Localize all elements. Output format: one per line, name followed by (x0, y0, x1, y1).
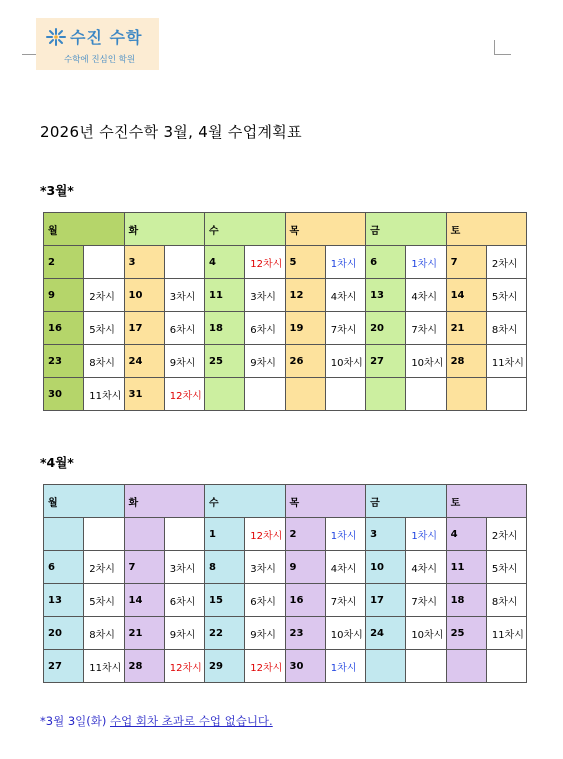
session-cell: 9차시 (164, 617, 204, 650)
date-cell (366, 650, 406, 683)
date-cell (446, 378, 486, 411)
weekday-header: 목 (285, 213, 366, 246)
session-cell (325, 378, 365, 411)
session-cell: 3차시 (164, 279, 204, 312)
session-cell (84, 518, 124, 551)
date-cell: 16 (285, 584, 325, 617)
session-cell: 7차시 (406, 584, 446, 617)
session-cell (406, 378, 446, 411)
calendar-week-row (44, 345, 527, 378)
session-cell: 6차시 (245, 584, 285, 617)
date-cell: 10 (366, 551, 406, 584)
session-cell: 7차시 (325, 312, 365, 345)
session-cell: 5차시 (486, 551, 526, 584)
session-cell: 9차시 (245, 617, 285, 650)
session-cell: 11차시 (84, 378, 124, 411)
session-cell: 2차시 (486, 518, 526, 551)
date-cell: 18 (446, 584, 486, 617)
date-cell: 17 (366, 584, 406, 617)
date-cell: 11 (205, 279, 245, 312)
date-cell: 21 (124, 617, 164, 650)
date-cell: 28 (446, 345, 486, 378)
session-cell: 10차시 (406, 617, 446, 650)
march-label: *3월* (40, 183, 74, 198)
logo-slogan: 수학에 진심인 학원 (64, 55, 136, 65)
date-cell: 1 (205, 518, 245, 551)
session-cell: 2차시 (486, 246, 526, 279)
weekday-header: 목 (285, 485, 366, 518)
date-cell: 2 (44, 246, 84, 279)
date-cell (124, 518, 164, 551)
session-cell: 4차시 (406, 279, 446, 312)
date-cell: 21 (446, 312, 486, 345)
sparkle-logo-icon (42, 26, 70, 48)
session-cell: 1차시 (325, 246, 365, 279)
date-cell: 20 (366, 312, 406, 345)
session-cell: 1차시 (325, 650, 365, 683)
weekday-header: 월 (44, 213, 125, 246)
date-cell: 22 (205, 617, 245, 650)
date-cell: 26 (285, 345, 325, 378)
date-cell: 20 (44, 617, 84, 650)
session-cell: 11차시 (486, 617, 526, 650)
session-cell: 6차시 (245, 312, 285, 345)
session-cell: 11차시 (84, 650, 124, 683)
weekday-header: 월 (44, 485, 125, 518)
date-cell (366, 378, 406, 411)
date-cell: 10 (124, 279, 164, 312)
session-cell: 2차시 (84, 551, 124, 584)
logo-name: 수진 수학 (70, 28, 143, 47)
date-cell: 6 (366, 246, 406, 279)
session-cell (486, 650, 526, 683)
date-cell: 15 (205, 584, 245, 617)
weekday-header: 화 (124, 213, 205, 246)
date-cell: 17 (124, 312, 164, 345)
session-cell (245, 378, 285, 411)
session-cell: 4차시 (325, 551, 365, 584)
session-cell: 11차시 (486, 345, 526, 378)
date-cell: 23 (285, 617, 325, 650)
session-cell: 6차시 (164, 312, 204, 345)
date-cell (285, 378, 325, 411)
notice-date: *3월 3일(화) (40, 714, 110, 728)
session-cell: 12차시 (245, 246, 285, 279)
session-cell: 1차시 (325, 518, 365, 551)
session-cell: 4차시 (406, 551, 446, 584)
session-cell (164, 246, 204, 279)
session-cell (486, 378, 526, 411)
date-cell: 5 (285, 246, 325, 279)
calendar-week-row (44, 246, 527, 279)
date-cell: 23 (44, 345, 84, 378)
session-cell: 12차시 (245, 650, 285, 683)
session-cell (164, 518, 204, 551)
session-cell: 8차시 (84, 345, 124, 378)
session-cell: 8차시 (486, 312, 526, 345)
weekday-header: 토 (446, 213, 527, 246)
date-cell: 14 (446, 279, 486, 312)
date-cell (44, 518, 84, 551)
date-cell: 3 (366, 518, 406, 551)
date-cell: 24 (366, 617, 406, 650)
date-cell: 27 (366, 345, 406, 378)
academy-logo (36, 18, 159, 70)
date-cell: 13 (366, 279, 406, 312)
date-cell: 8 (205, 551, 245, 584)
date-cell: 12 (285, 279, 325, 312)
session-cell: 9차시 (164, 345, 204, 378)
calendar-week-row (44, 584, 527, 617)
calendar-week-row (44, 617, 527, 650)
calendar-week-row (44, 650, 527, 683)
date-cell: 16 (44, 312, 84, 345)
weekday-header: 수 (205, 213, 286, 246)
date-cell: 13 (44, 584, 84, 617)
date-cell: 25 (205, 345, 245, 378)
session-cell: 12차시 (245, 518, 285, 551)
session-cell: 9차시 (245, 345, 285, 378)
session-cell: 5차시 (84, 312, 124, 345)
date-cell: 19 (285, 312, 325, 345)
date-cell: 25 (446, 617, 486, 650)
session-cell: 8차시 (486, 584, 526, 617)
notice-message: 수업 회차 초과로 수업 없습니다. (110, 714, 273, 728)
date-cell: 29 (205, 650, 245, 683)
date-cell: 7 (446, 246, 486, 279)
date-cell: 14 (124, 584, 164, 617)
session-cell: 1차시 (406, 518, 446, 551)
date-cell: 24 (124, 345, 164, 378)
session-cell: 12차시 (164, 650, 204, 683)
weekday-header: 화 (124, 485, 205, 518)
date-cell: 6 (44, 551, 84, 584)
weekday-header: 금 (366, 213, 447, 246)
session-cell: 3차시 (164, 551, 204, 584)
session-cell: 3차시 (245, 551, 285, 584)
session-cell: 10차시 (325, 345, 365, 378)
date-cell: 18 (205, 312, 245, 345)
calendar-week-row (44, 551, 527, 584)
crop-mark-top-right (494, 40, 511, 55)
session-cell: 6차시 (164, 584, 204, 617)
document-title: 2026년 수진수학 3월, 4월 수업계획표 (40, 123, 302, 141)
date-cell: 4 (205, 246, 245, 279)
session-cell: 2차시 (84, 279, 124, 312)
weekday-header: 수 (205, 485, 286, 518)
date-cell: 28 (124, 650, 164, 683)
date-cell: 31 (124, 378, 164, 411)
session-cell (406, 650, 446, 683)
date-cell: 3 (124, 246, 164, 279)
session-cell: 10차시 (325, 617, 365, 650)
session-cell: 5차시 (486, 279, 526, 312)
session-cell: 4차시 (325, 279, 365, 312)
calendar-header-row (44, 213, 527, 246)
notice-text (40, 713, 273, 729)
date-cell: 11 (446, 551, 486, 584)
date-cell: 30 (285, 650, 325, 683)
date-cell: 9 (285, 551, 325, 584)
session-cell: 10차시 (406, 345, 446, 378)
date-cell: 9 (44, 279, 84, 312)
date-cell: 7 (124, 551, 164, 584)
date-cell: 27 (44, 650, 84, 683)
date-cell: 2 (285, 518, 325, 551)
date-cell (205, 378, 245, 411)
weekday-header: 토 (446, 485, 527, 518)
session-cell: 7차시 (406, 312, 446, 345)
session-cell: 7차시 (325, 584, 365, 617)
session-cell: 8차시 (84, 617, 124, 650)
calendar-week-row (44, 518, 527, 551)
calendar-week-row (44, 279, 527, 312)
weekday-header: 금 (366, 485, 447, 518)
calendar-week-row (44, 312, 527, 345)
april-label: *4월* (40, 455, 74, 470)
april-calendar-table (43, 484, 527, 683)
date-cell (446, 650, 486, 683)
march-calendar-table (43, 212, 527, 411)
calendar-header-row (44, 485, 527, 518)
session-cell (84, 246, 124, 279)
date-cell: 30 (44, 378, 84, 411)
session-cell: 12차시 (164, 378, 204, 411)
date-cell: 4 (446, 518, 486, 551)
session-cell: 1차시 (406, 246, 446, 279)
session-cell: 3차시 (245, 279, 285, 312)
session-cell: 5차시 (84, 584, 124, 617)
crop-mark-top-left (22, 40, 37, 55)
calendar-week-row (44, 378, 527, 411)
